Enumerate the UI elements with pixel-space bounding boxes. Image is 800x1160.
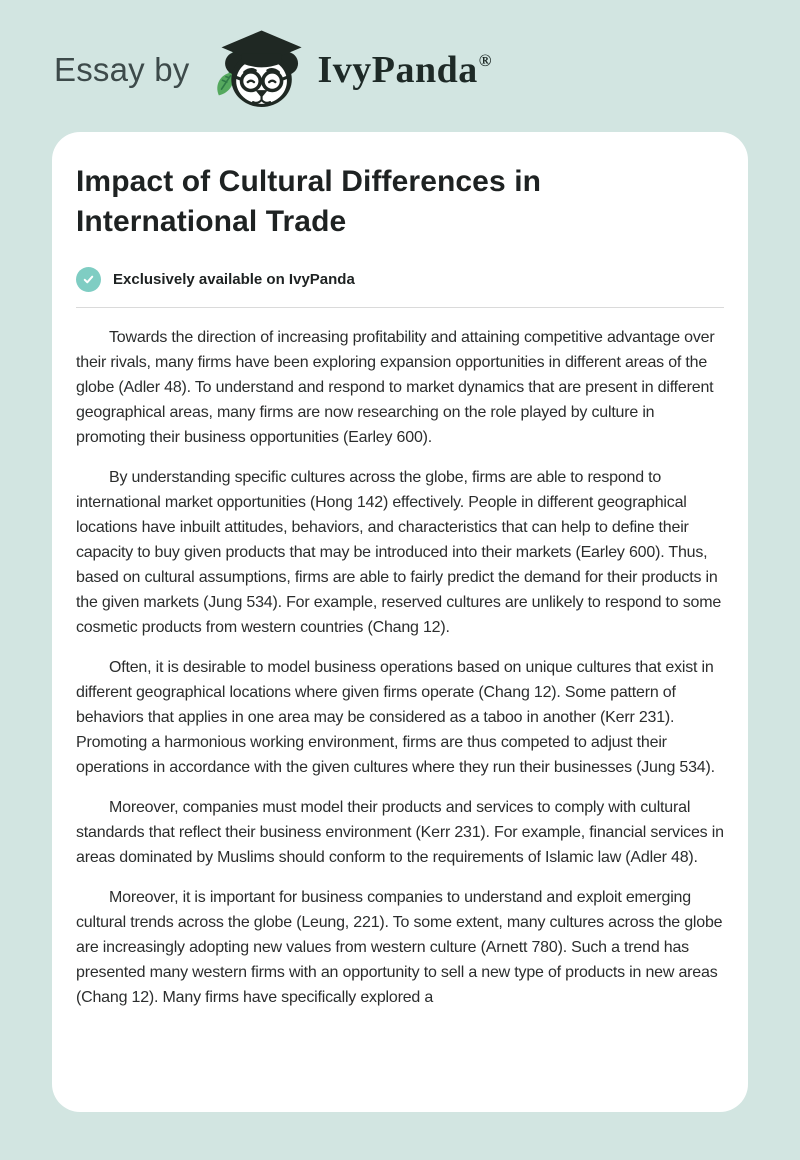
- essay-paragraph-2: By understanding specific cultures across the globe, firms are able to respond to international market opportunities (Hong 142) effectively. People in different geographical locations have inbuilt attitudes, behaviors, and characteristics that can help to define their capacity to buy given products that may be introduced into their markets (Earley 600). Thus, based on cultural assumptions, firms are able to fairly predict the demand for their products in the given markets (Jung 534). For example, reserved cultures are unlikely to respond to some cosmetic products from western countries (Chang 12).: [76, 469, 722, 636]
- essay-paragraph-1: Towards the direction of increasing profitability and attaining competitive advantage over their rivals, many firms have been exploring expansion opportunities in different areas of the globe (Adler 48). To understand and respond to market dynamics that are present in different geographical areas, many firms are now researching on the role played by culture in promoting their business opportunities (Earley 600).: [76, 329, 715, 446]
- ivypanda-panda-logo-icon: [208, 26, 308, 115]
- brand-wordmark: IvyPanda: [317, 49, 478, 91]
- essay-paragraph-5: Moreover, it is important for business companies to understand and exploit emerging cultural trends across the globe (Leung, 221). To some extent, many cultures across the globe are increasingly adopting new values from western culture (Arnett 780). Such a trend has presented many western firms with an opportunity to sell a new type of products in new areas (Chang 12). Many firms have specifically explored a: [76, 889, 723, 1006]
- essay-paragraph-3: Often, it is desirable to model business operations based on unique cultures that exist in different geographical locations where given firms operate (Chang 12). Some pattern of behaviors that applies in one area may be considered as a taboo in another (Kerr 231). Promoting a harmonious working environment, firms are thus competed to adjust their operations in accordance with the given cultures where they run their businesses (Jung 534).: [76, 659, 715, 776]
- essay-title: Impact of Cultural Differences in International Trade: [76, 165, 542, 238]
- availability-badge: [76, 267, 724, 292]
- essay-paragraph-4: Moreover, companies must model their products and services to comply with cultural standards that reflect their business environment (Kerr 231). For example, financial services in areas dominated by Muslims should conform to the requirements of Islamic law (Adler 48).: [76, 799, 724, 866]
- brand-name: [318, 48, 492, 92]
- divider: [76, 307, 724, 308]
- essay-by-label: Essay by: [54, 51, 190, 88]
- availability-label: Exclusively available on IvyPanda: [113, 271, 355, 288]
- registered-trademark: ®: [478, 51, 492, 70]
- site-header: [0, 0, 800, 132]
- essay-card: [52, 132, 748, 1112]
- check-icon: [76, 267, 101, 292]
